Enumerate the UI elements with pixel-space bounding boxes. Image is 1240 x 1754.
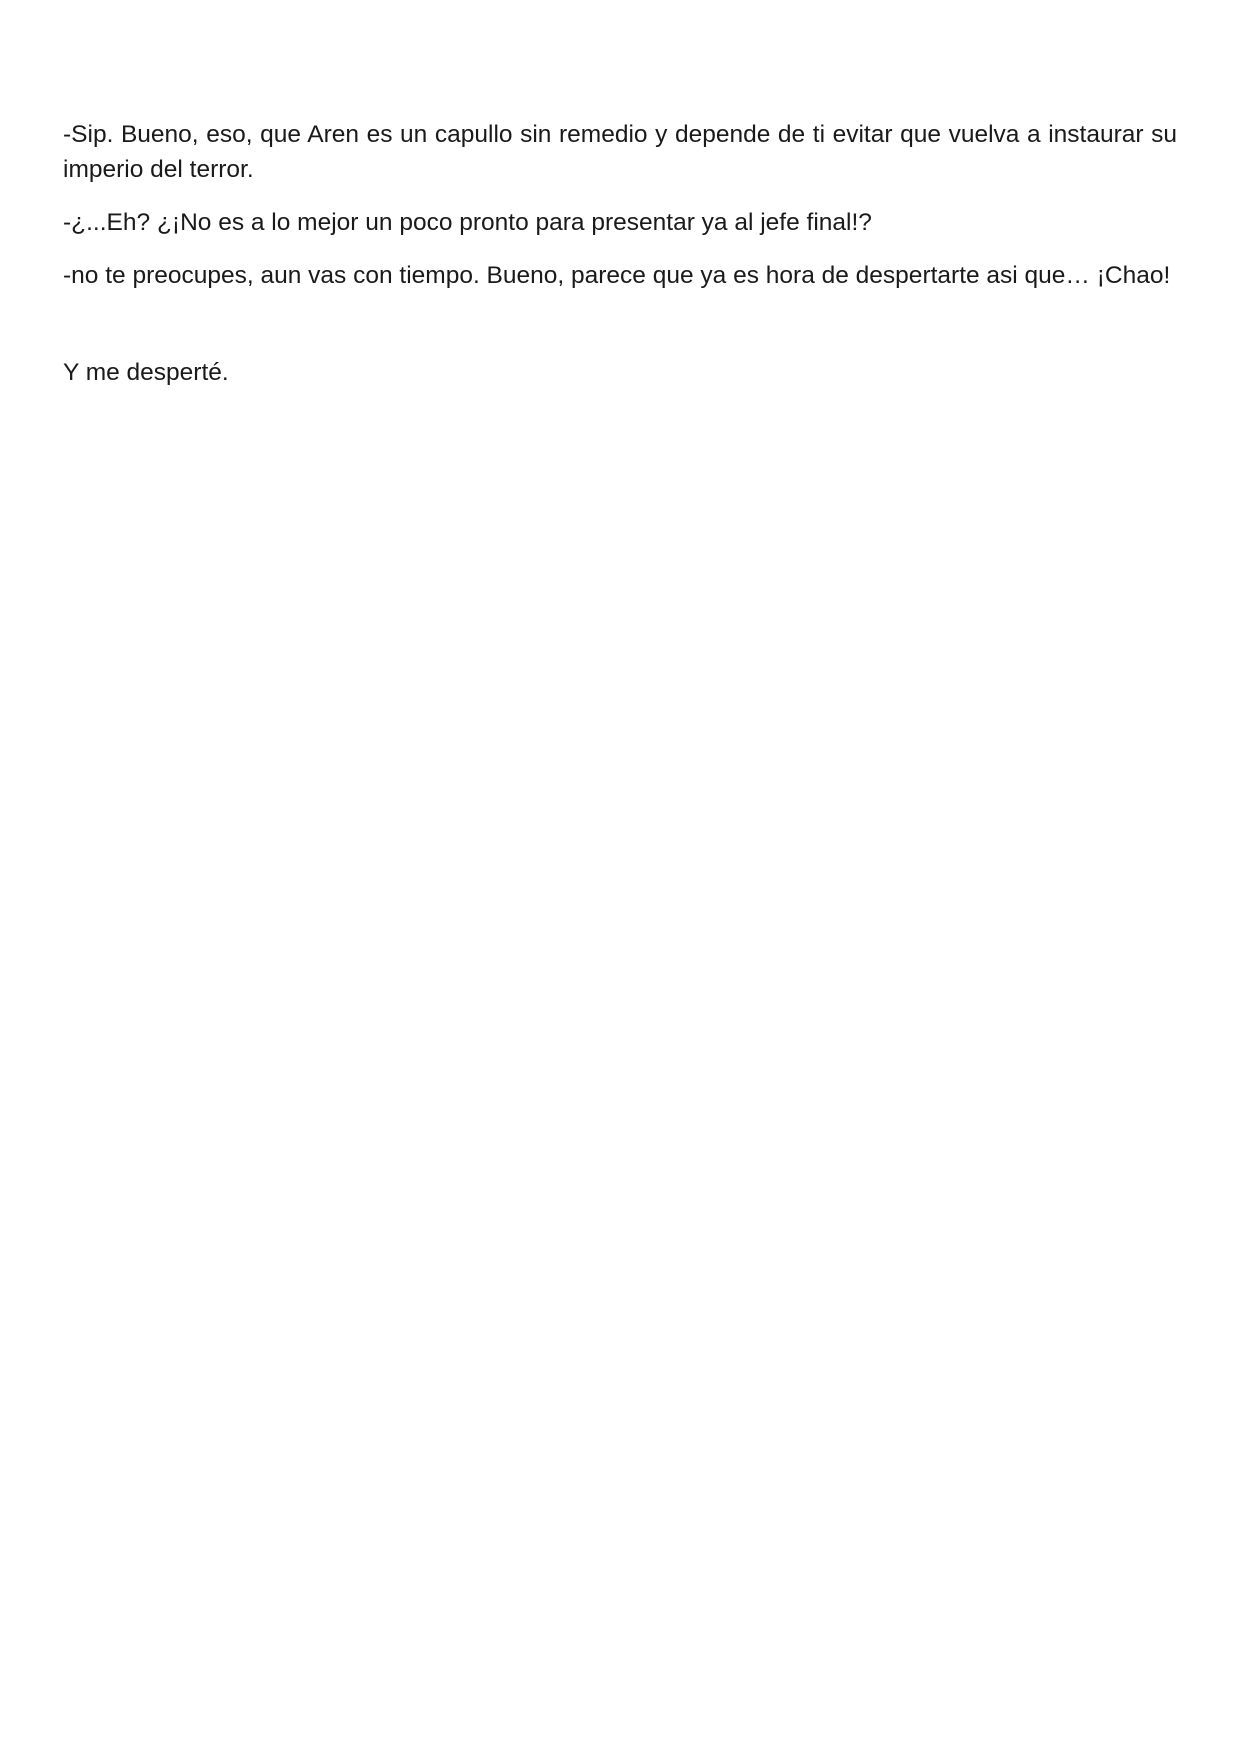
closing-paragraph: Y me desperté. [63,359,229,386]
paragraph-3: -no te preocupes, aun vas con tiempo. Bueno, parece que ya es hora de despertarte asi que… ¡Chao! [63,262,1171,289]
document-body [63,117,1177,408]
paragraph-2: -¿...Eh? ¿¡No es a lo mejor un poco pronto para presentar ya al jefe final!? [63,209,872,236]
paragraph-1: -Sip. Bueno, eso, que Aren es un capullo sin remedio y depende de ti evitar que vuelva a instaurar su imperio del terror. [63,121,1177,183]
paragraph-spacer [63,311,1177,355]
